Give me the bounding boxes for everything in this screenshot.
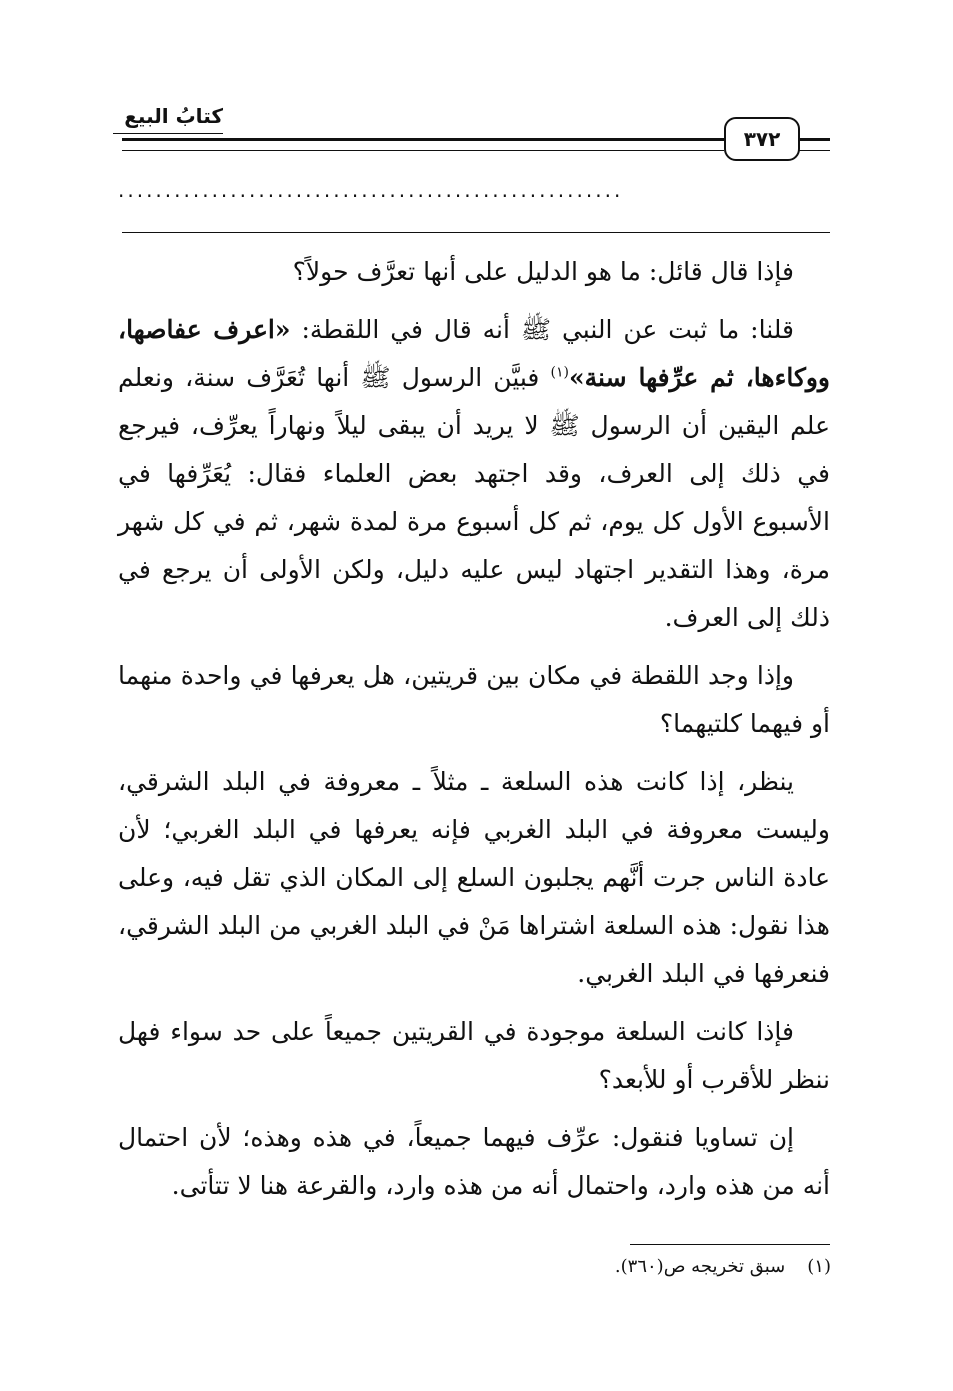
page-number: ٣٧٢ — [724, 117, 800, 161]
paragraph: فإذا كانت السلعة موجودة في القريتين جميعاً على حد سواء فهل ننظر للأقرب أو للأبعد؟ — [118, 1017, 830, 1094]
paragraph — [118, 306, 830, 642]
section-rule — [122, 232, 830, 233]
footnote-number: (١) — [807, 1256, 831, 1277]
footnote-reference[interactable]: (١) — [550, 364, 570, 381]
paragraph: ينظر، إذا كانت هذه السلعة ـ مثلاً ـ معروفة في البلد الشرقي، وليست معروفة في البلد الغربي فإنه يعرفها في البلد الغربي؛ لأن عادة الناس جرت أنَّهم يجلبون السلع إلى المكان الذي تقل فيه، وعلى هذا نقول: هذه السلعة اشتراها مَنْ في البلد الغربي من البلد الشرقي، فنعرفها في البلد الغربي. — [118, 767, 830, 988]
footnote — [331, 1256, 831, 1277]
header-rule — [122, 138, 724, 151]
dotted-separator: ...................................................... — [118, 178, 624, 202]
paragraph: وإذا وجد اللقطة في مكان بين قريتين، هل يعرفها في واحدة منهما أو فيهما كلتيهما؟ — [118, 661, 830, 738]
paragraph: إن تساويا فنقول: عرِّف فيهما جميعاً، في هذه وهذه؛ لأن احتمال أنه من هذه وارد، واحتمال أنه من هذه وارد، والقرعة هنا لا تتأتى. — [118, 1123, 830, 1200]
footnote-rule — [630, 1244, 830, 1245]
paragraph-text: قلنا: ما ثبت عن النبي ﷺ أنه قال في اللقطة: — [290, 315, 794, 344]
running-header-title: كتابُ البيع — [113, 104, 223, 128]
footnote-text: سبق تخريجه ص(٣٦٠). — [614, 1256, 786, 1277]
paragraph-text: فبيَّن الرسول ﷺ أنها تُعَرَّف سنة، ونعلم علم اليقين أن الرسول ﷺ لا يريد أن يبقى ليلاً ونهاراً يعرِّف، فيرجع في ذلك إلى العرف، وقد اجتهد بعض العلماء فقال: يُعَرِّفها في الأسبوع الأول كل يوم، ثم كل أسبوع مرة لمدة شهر، ثم في كل شهر مرة، وهذا التقدير اجتهاد ليس عليه دليل، ولكن الأولى أن يرجع في ذلك إلى العرف. — [118, 363, 830, 632]
hadith-quote: «اعرف عفاصها، ووكاءها، ثم عرِّفها سنة» — [118, 315, 830, 392]
body-text — [118, 248, 830, 1220]
header-rule-short — [798, 138, 830, 151]
paragraph: فإذا قال قائل: ما هو الدليل على أنها تعرَّف حولاً؟ — [292, 257, 794, 286]
